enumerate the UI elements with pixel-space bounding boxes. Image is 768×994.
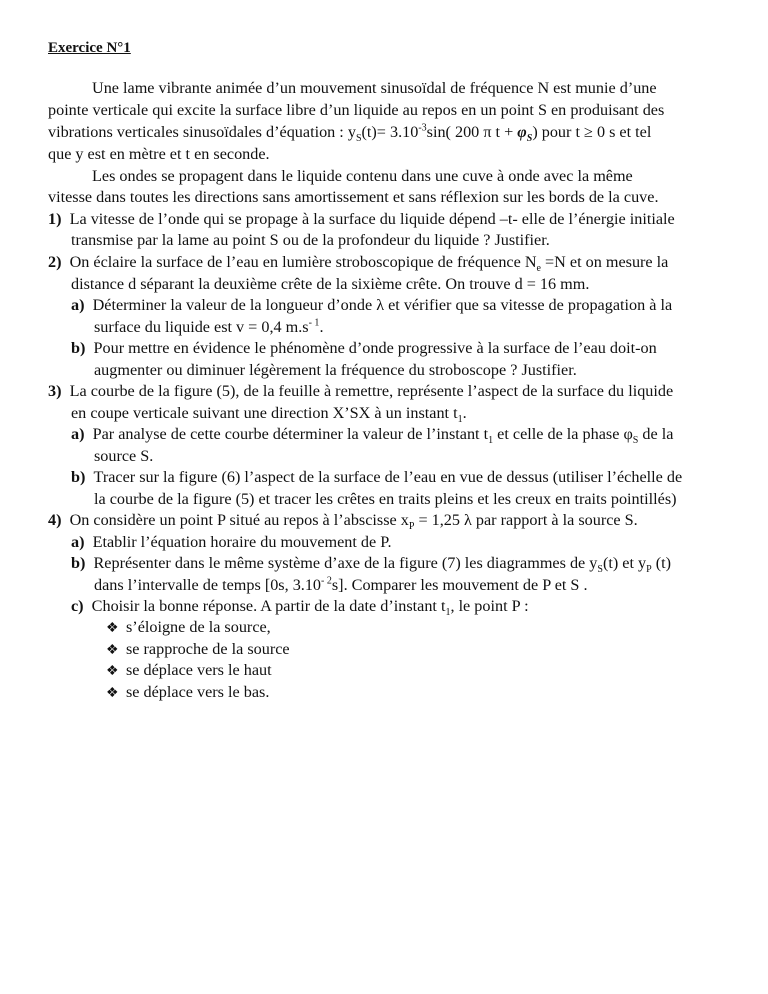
intro-line-3: vibrations verticales sinusoïdales d’équation : $y_S(t)= 3.10^{-3}\sin$( 200 π $t + \varphi_S$) pour t ≥ 0 s et tel <box>48 122 652 145</box>
question-3-line-2: en coupe verticale suivant une direction X’SX à un instant $t_1$. <box>71 404 467 426</box>
question-2b: b) Pour mettre en évidence le phénomène d’onde progressive à la surface de l’eau doit-on <box>71 339 657 357</box>
question-4c: c) Choisir la bonne réponse. A partir de la date d’instant $t_1$, le point P : <box>71 597 529 619</box>
question-2: 2) On éclaire la surface de l’eau en lumière stroboscopique de fréquence $N_e =N$ et on mesure la <box>48 253 669 275</box>
intro-line-1: Une lame vibrante animée d’un mouvement sinusoïdal de fréquence N est munie d’une <box>92 79 657 97</box>
question-3: 3) La courbe de la figure (5), de la feuille à remettre, représente l’aspect de la surface du liquide <box>48 382 674 400</box>
intro-line-6: vitesse dans toutes les directions sans amortissement et sans réflexion sur les bords de la cuve. <box>48 188 659 206</box>
question-3a: a) Par analyse de cette courbe déterminer la valeur de l’instant $t_1$ et celle de la phase $\varphi_S$ de la <box>71 425 674 447</box>
question-2-line-2: distance d séparant la deuxième crête de la sixième crête. On trouve d = 16 mm. <box>71 275 590 293</box>
question-3b-line-2: la courbe de la figure (5) et tracer les crêtes en traits pleins et les creux en traits pointillés) <box>94 490 677 508</box>
question-4a: a) Etablir l’équation horaire du mouvement de P. <box>71 533 392 551</box>
question-4b: b) Représenter dans le même système d’axe de la figure (7) les diagrammes de $y_S(t)$ et $y_P$ (t) <box>71 554 671 576</box>
question-3b: b) Tracer sur la figure (6) l’aspect de la surface de l’eau en vue de dessus (utiliser l’échelle de <box>71 468 683 486</box>
question-3a-line-2: source S. <box>94 447 154 465</box>
intro-line-2: pointe verticale qui excite la surface libre d’un liquide au repos en un point S en produisant des <box>48 101 665 119</box>
bullet-icon: ❖ <box>106 664 119 679</box>
exercise-title: Exercice N°1 <box>48 40 131 56</box>
answer-option: ❖ se déplace vers le bas. <box>106 682 269 704</box>
question-2a-line-2: surface du liquide est v = 0,4 $m.s^{- 1}$. <box>94 317 324 336</box>
question-4: 4) On considère un point P situé au repos à l’abscisse $x_P = 1,25$ λ par rapport à la source S. <box>48 511 638 533</box>
bullet-icon: ❖ <box>106 621 119 636</box>
intro-line-4: que y est en mètre et t en seconde. <box>48 145 270 163</box>
question-1: 1) La vitesse de l’onde qui se propage à la surface du liquide dépend –t- elle de l’énergie initiale <box>48 210 675 228</box>
intro-line-5: Les ondes se propagent dans le liquide contenu dans une cuve à onde avec la même <box>92 167 633 185</box>
answer-option: ❖ se déplace vers le haut <box>106 660 272 682</box>
question-2a: a) Déterminer la valeur de la longueur d’onde λ et vérifier que sa vitesse de propagation à la <box>71 296 673 314</box>
bullet-icon: ❖ <box>106 643 119 658</box>
question-1-line-2: transmise par la lame au point S ou de la profondeur du liquide ? Justifier. <box>71 231 550 249</box>
bullet-icon: ❖ <box>106 686 119 701</box>
question-4b-line-2: dans l’intervalle de temps [0s, $3.10^{- 2}s$]. Comparer les mouvement de P et S . <box>94 575 588 594</box>
question-2b-line-2: augmenter ou diminuer légèrement la fréquence du stroboscope ? Justifier. <box>94 361 577 379</box>
answer-option: ❖ s’éloigne de la source, <box>106 617 271 639</box>
answer-option: ❖ se rapproche de la source <box>106 639 290 661</box>
